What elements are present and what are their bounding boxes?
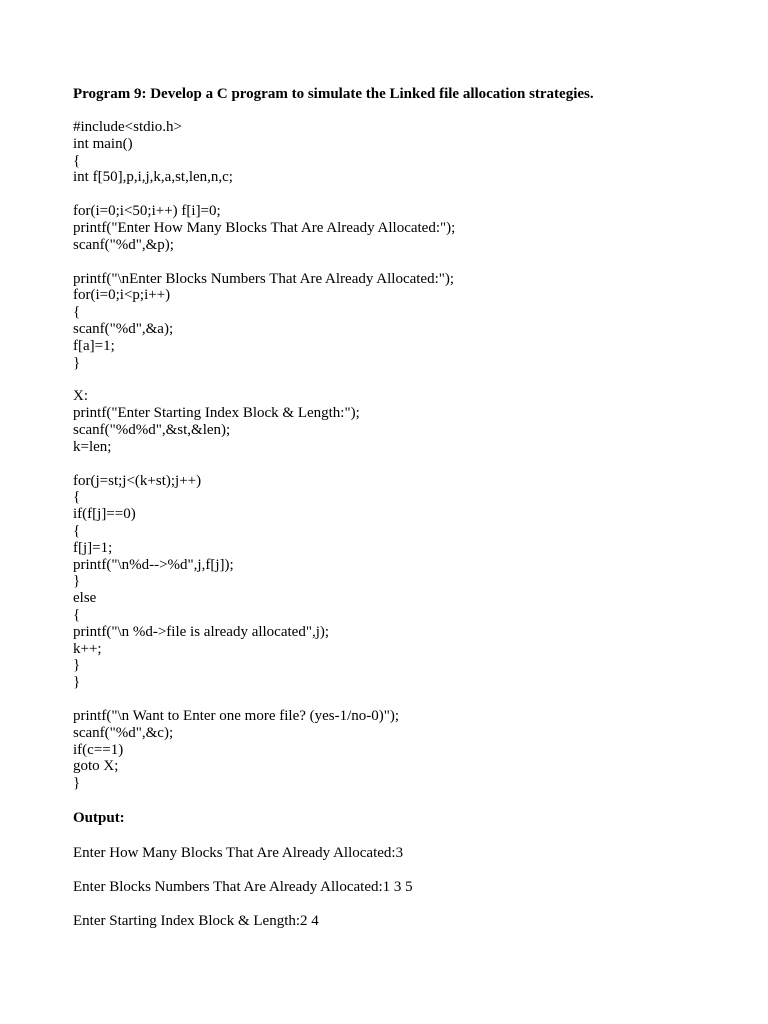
code-line: } (73, 573, 81, 590)
code-line: } (73, 674, 81, 691)
code-line: } (73, 354, 81, 371)
code-line: { (73, 606, 81, 623)
output-line: Enter Starting Index Block & Length:2 4 (73, 912, 319, 929)
code-line: printf("\n %d->file is already allocated",j); (73, 623, 330, 640)
code-line: printf("Enter Starting Index Block & Length:"); (73, 405, 360, 422)
code-block-repeat (73, 708, 733, 792)
code-block-allocation-loop (73, 473, 733, 691)
code-block-includes (73, 119, 733, 186)
code-line: k=len; (73, 438, 112, 455)
output-line: Enter Blocks Numbers That Are Already Allocated:1 3 5 (73, 878, 413, 895)
code-line: scanf("%d",&p); (73, 236, 174, 253)
code-line: if(f[j]==0) (73, 506, 136, 523)
code-line: for(i=0;i<50;i++) f[i]=0; (73, 203, 221, 220)
code-line: { (73, 522, 81, 539)
output-line: Enter How Many Blocks That Are Already Allocated:3 (73, 844, 404, 861)
code-line: int f[50],p,i,j,k,a,st,len,n,c; (73, 169, 233, 186)
code-block-read-allocated (73, 271, 733, 372)
program-title: Program 9: Develop a C program to simulate the Linked file allocation strategies. (73, 86, 594, 102)
code-line: printf("\n Want to Enter one more file? (yes-1/no-0)"); (73, 707, 400, 724)
code-line: for(j=st;j<(k+st);j++) (73, 472, 202, 489)
code-line: if(c==1) (73, 741, 124, 758)
code-line: scanf("%d",&c); (73, 724, 174, 741)
code-block-label-x (73, 388, 733, 455)
code-line: X: (73, 388, 88, 405)
code-line: printf("\nEnter Blocks Numbers That Are Already Allocated:"); (73, 270, 455, 287)
document-page (73, 84, 733, 946)
code-line: k++; (73, 640, 102, 657)
code-line: f[j]=1; (73, 539, 113, 556)
output-heading: Output: (73, 809, 125, 826)
code-line: { (73, 489, 81, 506)
code-line: } (73, 775, 81, 792)
code-line: scanf("%d%d",&st,&len); (73, 421, 231, 438)
code-line: int main() (73, 135, 133, 152)
code-line: #include<stdio.h> (73, 119, 182, 135)
code-line: { (73, 152, 81, 169)
code-line: scanf("%d",&a); (73, 320, 174, 337)
code-line: printf("\n%d-->%d",j,f[j]); (73, 556, 234, 573)
code-block-init (73, 203, 733, 253)
code-line: else (73, 590, 97, 607)
code-line: f[a]=1; (73, 337, 115, 354)
code-line: { (73, 304, 81, 321)
code-line: for(i=0;i<p;i++) (73, 287, 171, 304)
code-line: } (73, 657, 81, 674)
code-line: goto X; (73, 758, 119, 775)
code-line: printf("Enter How Many Blocks That Are Already Allocated:"); (73, 219, 456, 236)
